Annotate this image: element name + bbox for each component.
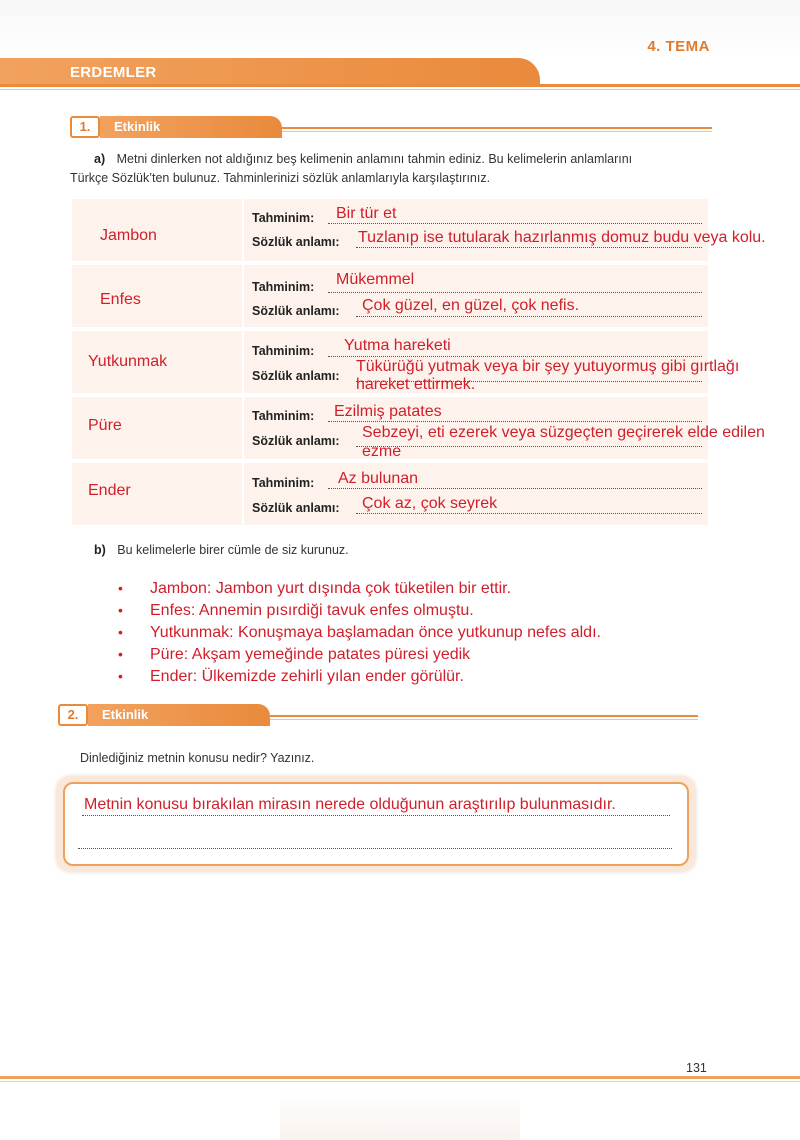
guess-label: Tahminim: (252, 211, 315, 225)
dict-answer: Çok az, çok seyrek (362, 495, 498, 512)
footer-divider (0, 1076, 800, 1079)
word: Püre (88, 417, 122, 434)
activity-label: Etkinlik (88, 704, 270, 726)
dict-answer: Sebzeyi, eti ezerek veya süzgeçten geçirerek elde edilen (362, 424, 765, 441)
dict-answer: Tükürüğü yutmak veya bir şey yutuyormuş gibi gırtlağı (356, 358, 740, 375)
guess-line (328, 223, 702, 224)
activity-1-heading (70, 116, 712, 138)
dict-label: Sözlük anlamı: (252, 304, 340, 318)
header-divider-thin (0, 89, 800, 90)
table-row (72, 397, 765, 460)
table-row (72, 265, 708, 327)
bullet: • (118, 580, 123, 596)
dict-label: Sözlük anlamı: (252, 235, 340, 249)
bullet: • (118, 646, 123, 662)
sentence: Püre: Akşam yemeğinde patates püresi yedik (150, 646, 471, 663)
activity-number: 1. (70, 116, 100, 138)
guess-label: Tahminim: (252, 280, 315, 294)
guess-label: Tahminim: (252, 476, 315, 490)
word-cell (72, 397, 242, 459)
guess-answer: Mükemmel (336, 271, 415, 288)
guess-label: Tahminim: (252, 344, 315, 358)
bullet: • (118, 624, 123, 640)
dict-answer: Çok güzel, en güzel, çok nefis. (362, 297, 580, 314)
page-number: 131 (686, 1061, 707, 1075)
part-a-text-line2: Türkçe Sözlük’ten bulunuz. Tahminlerinizi sözlük anlamlarıyla karşılaştırınız. (70, 171, 491, 185)
guess-answer: Ezilmiş patates (334, 403, 442, 420)
dict-answer: Tuzlanıp ise tutularak hazırlanmış domuz budu veya kolu. (358, 229, 766, 246)
dict-label: Sözlük anlamı: (252, 369, 340, 383)
guess-answer: Az bulunan (338, 470, 419, 487)
question-2: Dinlediğiniz metnin konusu nedir? Yazınız. (80, 751, 315, 765)
word-cell (72, 199, 242, 261)
word-cell (72, 331, 242, 393)
activity-divider (270, 715, 698, 717)
word-cell (72, 265, 242, 327)
guess-line (328, 421, 702, 422)
bullet: • (118, 668, 123, 684)
part-b-text: Bu kelimelerle birer cümle de siz kurunuz. (117, 543, 349, 557)
dict-label: Sözlük anlamı: (252, 434, 340, 448)
bullet: • (118, 602, 123, 618)
table-row (72, 199, 766, 261)
dict-line (356, 316, 702, 317)
theme-label: 4. TEMA (647, 38, 710, 55)
detail-cell (244, 463, 708, 525)
answer-box-inner (63, 782, 689, 866)
part-a-marker: a) (94, 152, 106, 166)
guess-label: Tahminim: (252, 409, 315, 423)
instruction-a (70, 150, 720, 188)
word: Yutkunmak (88, 353, 168, 370)
table-row (72, 331, 740, 393)
guess-answer: Yutma hareketi (344, 337, 451, 354)
header-divider (0, 84, 800, 87)
unit-title: ERDEMLER (70, 64, 157, 81)
guess-answer: Bir tür et (336, 205, 397, 222)
activity-number: 2. (58, 704, 88, 726)
answer-text: Metnin konusu bırakılan mirasın nerede olduğunun araştırılıp bulunmasıdır. (84, 796, 616, 813)
sentence: Jambon: Jambon yurt dışında çok tüketilen bir ettir. (150, 580, 512, 597)
activity-2-heading (58, 704, 698, 726)
activity-label: Etkinlik (100, 116, 282, 138)
dict-answer-continued: ezme (362, 443, 402, 460)
answer-box (56, 776, 696, 872)
guess-line (328, 292, 702, 293)
sentence: Yutkunmak: Konuşmaya başlamadan önce yutkunup nefes aldı. (150, 624, 601, 641)
sentence: Ender: Ülkemizde zehirli yılan ender görülür. (150, 668, 464, 685)
word-cell (72, 463, 242, 525)
answer-line-1 (82, 815, 670, 816)
footer-divider-thin (0, 1081, 800, 1082)
table-row (72, 463, 708, 525)
word: Jambon (100, 227, 157, 244)
sentence: Enfes: Annemin pısırdiği tavuk enfes olmuştu. (150, 602, 474, 619)
dict-line (356, 446, 702, 447)
guess-line (328, 488, 702, 489)
dict-line (356, 247, 702, 248)
dict-answer-continued: hareket ettirmek. (356, 376, 476, 393)
activity-divider-thin (270, 719, 698, 720)
instruction-b (94, 541, 349, 560)
dict-label: Sözlük anlamı: (252, 501, 340, 515)
footer-shadow (280, 1090, 520, 1140)
guess-line (328, 356, 702, 357)
answer-line-2 (78, 848, 672, 849)
activity-divider (282, 127, 712, 129)
word: Enfes (100, 291, 141, 308)
dict-line (356, 513, 702, 514)
part-b-marker: b) (94, 543, 106, 557)
part-a-text-line1: Metni dinlerken not aldığınız beş kelimenin anlamını tahmin ediniz. Bu kelimelerin anlamlarını (116, 152, 633, 166)
word: Ender (88, 482, 131, 499)
activity-divider-thin (282, 131, 712, 132)
